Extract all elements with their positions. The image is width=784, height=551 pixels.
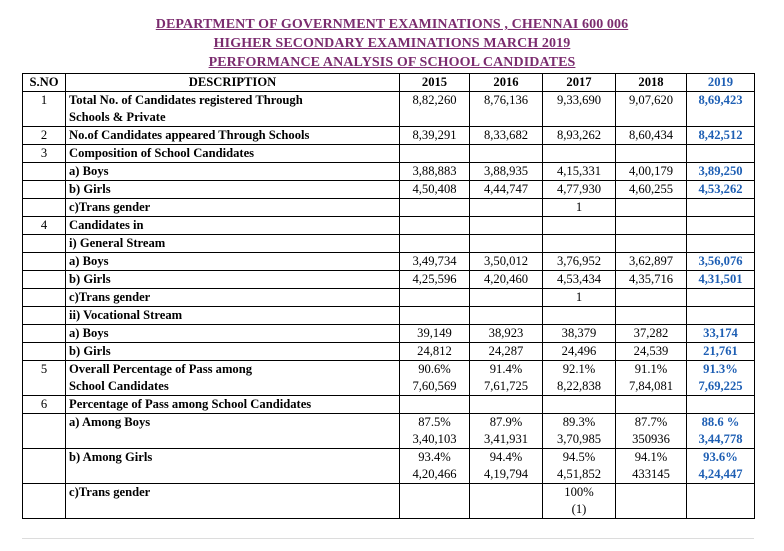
value-line: 90.6% <box>418 362 451 376</box>
description-line: c)Trans gender <box>69 485 151 499</box>
value-cell-2018 <box>616 484 687 519</box>
value-cell-2017: 1 <box>543 199 616 217</box>
value-cell-2016 <box>470 289 543 307</box>
value-cell-2018 <box>616 449 687 484</box>
value-cell-2019: 33,174 <box>687 325 755 343</box>
row-description <box>66 253 400 271</box>
row-sno: 1 <box>23 92 66 127</box>
value-line <box>473 484 539 501</box>
description-line: a) Boys <box>69 164 109 178</box>
value-cell-2015 <box>400 449 470 484</box>
value-cell-2019 <box>687 484 755 519</box>
column-header-2018: 2018 <box>616 74 687 92</box>
row-sno <box>23 325 66 343</box>
value-cell-2018 <box>616 217 687 235</box>
value-cell-2015 <box>400 484 470 519</box>
value-line <box>619 484 683 501</box>
value-cell-2015: 8,82,260 <box>400 92 470 127</box>
row-sno <box>23 181 66 199</box>
value-line <box>690 484 751 501</box>
column-header-2019: 2019 <box>687 74 755 92</box>
value-cell-2015: 3,88,883 <box>400 163 470 181</box>
header-analysis-title: PERFORMANCE ANALYSIS OF SCHOOL CANDIDATES <box>208 55 576 70</box>
table-row <box>23 343 755 361</box>
row-description <box>66 127 400 145</box>
table-row <box>23 271 755 289</box>
value-cell-2019: 4,31,501 <box>687 271 755 289</box>
value-cell-2019 <box>687 235 755 253</box>
value-cell-2015 <box>400 396 470 414</box>
value-cell-2018 <box>616 145 687 163</box>
value-cell-2018: 4,60,255 <box>616 181 687 199</box>
value-cell-2017 <box>543 235 616 253</box>
value-cell-2016: 24,287 <box>470 343 543 361</box>
value-cell-2019: 3,56,076 <box>687 253 755 271</box>
value-cell-2019 <box>687 449 755 484</box>
description-line: c)Trans gender <box>69 290 151 304</box>
value-cell-2015 <box>400 289 470 307</box>
row-sno <box>23 484 66 519</box>
value-line <box>690 501 751 518</box>
value-cell-2016 <box>470 361 543 396</box>
value-line: 7,60,569 <box>412 379 457 393</box>
value-cell-2015 <box>400 217 470 235</box>
row-description <box>66 217 400 235</box>
value-cell-2018: 8,60,434 <box>616 127 687 145</box>
row-sno <box>23 343 66 361</box>
value-cell-2017: 24,496 <box>543 343 616 361</box>
value-line: 3,40,103 <box>412 432 457 446</box>
row-description <box>66 396 400 414</box>
value-cell-2018 <box>616 396 687 414</box>
row-description <box>66 343 400 361</box>
value-cell-2018: 9,07,620 <box>616 92 687 127</box>
table-row <box>23 396 755 414</box>
value-line: 4,51,852 <box>556 467 602 481</box>
description-line: c)Trans gender <box>69 200 151 214</box>
value-cell-2016: 38,923 <box>470 325 543 343</box>
value-cell-2018: 4,35,716 <box>616 271 687 289</box>
value-cell-2019 <box>687 199 755 217</box>
value-cell-2016 <box>470 484 543 519</box>
row-description <box>66 145 400 163</box>
value-line: 94.1% <box>634 450 668 464</box>
value-cell-2016: 3,88,935 <box>470 163 543 181</box>
value-cell-2015 <box>400 414 470 449</box>
value-cell-2019: 8,69,423 <box>687 92 755 127</box>
value-line <box>403 501 466 518</box>
row-description <box>66 307 400 325</box>
description-line: No.of Candidates appeared Through Schools <box>69 128 310 142</box>
value-cell-2019 <box>687 307 755 325</box>
column-header-sno: S.NO <box>23 74 66 92</box>
value-cell-2017: 4,53,434 <box>543 271 616 289</box>
value-cell-2019: 8,42,512 <box>687 127 755 145</box>
column-header-2015: 2015 <box>400 74 470 92</box>
row-sno <box>23 307 66 325</box>
value-cell-2017: 9,33,690 <box>543 92 616 127</box>
value-cell-2019 <box>687 217 755 235</box>
value-line: 92.1% <box>562 362 596 376</box>
description-line: i) General Stream <box>69 236 166 250</box>
table-row <box>23 307 755 325</box>
value-line <box>473 501 539 518</box>
value-cell-2019 <box>687 145 755 163</box>
value-cell-2017 <box>543 484 616 519</box>
value-line <box>403 484 466 501</box>
description-line: b) Girls <box>69 344 111 358</box>
value-line: 4,24,447 <box>698 467 743 481</box>
table-row <box>23 181 755 199</box>
value-line: 87.9% <box>489 415 523 429</box>
column-header-2016: 2016 <box>470 74 543 92</box>
value-line: 89.3% <box>562 415 596 429</box>
value-cell-2015: 8,39,291 <box>400 127 470 145</box>
value-line: 8,22,838 <box>556 379 602 393</box>
value-cell-2016 <box>470 396 543 414</box>
row-description <box>66 361 400 396</box>
row-sno <box>23 199 66 217</box>
row-sno: 4 <box>23 217 66 235</box>
description-line: Candidates in <box>69 218 144 232</box>
value-cell-2017: 1 <box>543 289 616 307</box>
row-description <box>66 92 400 127</box>
value-cell-2019 <box>687 289 755 307</box>
value-cell-2016: 4,44,747 <box>470 181 543 199</box>
value-cell-2015 <box>400 145 470 163</box>
value-line: 350936 <box>632 432 670 446</box>
column-header-description: DESCRIPTION <box>66 74 400 92</box>
value-cell-2017: 4,77,930 <box>543 181 616 199</box>
value-cell-2016 <box>470 199 543 217</box>
value-cell-2016: 8,33,682 <box>470 127 543 145</box>
value-cell-2018 <box>616 235 687 253</box>
row-description <box>66 289 400 307</box>
description-line <box>69 431 396 448</box>
column-header-2017: 2017 <box>543 74 616 92</box>
row-sno <box>23 289 66 307</box>
table-body <box>23 92 755 519</box>
table-row <box>23 325 755 343</box>
value-cell-2015: 3,49,734 <box>400 253 470 271</box>
value-cell-2019 <box>687 414 755 449</box>
value-cell-2018 <box>616 199 687 217</box>
value-cell-2015: 4,50,408 <box>400 181 470 199</box>
value-cell-2016 <box>470 307 543 325</box>
value-cell-2019: 3,89,250 <box>687 163 755 181</box>
page-bottom-edge <box>22 538 754 551</box>
row-description <box>66 199 400 217</box>
row-description <box>66 271 400 289</box>
value-cell-2016 <box>470 145 543 163</box>
header-department: DEPARTMENT OF GOVERNMENT EXAMINATIONS , CHENNAI 600 006 <box>155 17 629 32</box>
description-line: ii) Vocational Stream <box>69 308 183 322</box>
description-line <box>69 466 396 483</box>
description-line: School Candidates <box>69 379 169 393</box>
value-line: 91.3% <box>703 362 738 376</box>
row-sno: 5 <box>23 361 66 396</box>
value-cell-2016: 8,76,136 <box>470 92 543 127</box>
description-line: Total No. of Candidates registered Through <box>69 93 303 107</box>
table-row <box>23 484 755 519</box>
row-sno <box>23 449 66 484</box>
value-cell-2017 <box>543 449 616 484</box>
row-description <box>66 181 400 199</box>
value-line: 91.4% <box>489 362 523 376</box>
row-description <box>66 414 400 449</box>
value-line: (1) <box>571 502 587 516</box>
value-cell-2015 <box>400 199 470 217</box>
value-cell-2016 <box>470 217 543 235</box>
value-cell-2017 <box>543 414 616 449</box>
row-sno: 6 <box>23 396 66 414</box>
value-line: 7,69,225 <box>698 379 743 393</box>
header-exam-title: HIGHER SECONDARY EXAMINATIONS MARCH 2019 <box>213 36 571 51</box>
description-line: a) Boys <box>69 254 109 268</box>
row-description <box>66 163 400 181</box>
description-line: Overall Percentage of Pass among <box>69 362 253 376</box>
row-sno <box>23 163 66 181</box>
value-cell-2018 <box>616 361 687 396</box>
row-sno <box>23 414 66 449</box>
row-description <box>66 235 400 253</box>
value-cell-2017 <box>543 145 616 163</box>
table-row <box>23 127 755 145</box>
table-row <box>23 92 755 127</box>
value-cell-2018 <box>616 414 687 449</box>
row-sno: 3 <box>23 145 66 163</box>
value-line: 4,19,794 <box>483 467 529 481</box>
performance-table <box>22 73 755 519</box>
value-cell-2015: 39,149 <box>400 325 470 343</box>
description-line: b) Girls <box>69 272 111 286</box>
description-line: a) Boys <box>69 326 109 340</box>
value-line: 100% <box>564 485 594 499</box>
value-cell-2017 <box>543 361 616 396</box>
value-line: 4,20,466 <box>412 467 457 481</box>
value-cell-2016 <box>470 449 543 484</box>
value-cell-2015 <box>400 307 470 325</box>
value-cell-2017: 3,76,952 <box>543 253 616 271</box>
value-cell-2015 <box>400 235 470 253</box>
description-line: Composition of School Candidates <box>69 146 255 160</box>
value-cell-2017 <box>543 217 616 235</box>
row-description <box>66 449 400 484</box>
value-cell-2017: 38,379 <box>543 325 616 343</box>
value-line: 93.6% <box>703 450 738 464</box>
row-sno <box>23 235 66 253</box>
value-line: 7,84,081 <box>628 379 674 393</box>
description-line: a) Among Boys <box>69 415 151 429</box>
value-line: 3,41,931 <box>483 432 529 446</box>
value-line: 91.1% <box>634 362 668 376</box>
value-line: 93.4% <box>418 450 451 464</box>
table-row <box>23 217 755 235</box>
table-row <box>23 414 755 449</box>
value-cell-2018: 4,00,179 <box>616 163 687 181</box>
table-row <box>23 361 755 396</box>
value-cell-2017: 8,93,262 <box>543 127 616 145</box>
value-cell-2019 <box>687 361 755 396</box>
row-description <box>66 325 400 343</box>
value-cell-2016 <box>470 414 543 449</box>
row-sno: 2 <box>23 127 66 145</box>
value-cell-2015: 4,25,596 <box>400 271 470 289</box>
description-line: Percentage of Pass among School Candidates <box>69 397 312 411</box>
table-row <box>23 449 755 484</box>
table-row <box>23 289 755 307</box>
row-description <box>66 484 400 519</box>
table-row <box>23 199 755 217</box>
value-cell-2015 <box>400 361 470 396</box>
value-cell-2018: 37,282 <box>616 325 687 343</box>
value-line: 3,70,985 <box>556 432 602 446</box>
value-cell-2015: 24,812 <box>400 343 470 361</box>
value-cell-2016 <box>470 235 543 253</box>
value-cell-2019 <box>687 396 755 414</box>
value-cell-2017 <box>543 307 616 325</box>
value-cell-2017: 4,15,331 <box>543 163 616 181</box>
value-cell-2016: 3,50,012 <box>470 253 543 271</box>
value-line: 3,44,778 <box>698 432 743 446</box>
table-row <box>23 163 755 181</box>
row-sno <box>23 253 66 271</box>
description-line: b) Girls <box>69 182 111 196</box>
table-row <box>23 145 755 163</box>
description-line <box>69 501 396 518</box>
value-cell-2019: 21,761 <box>687 343 755 361</box>
table-row <box>23 253 755 271</box>
table-row <box>23 235 755 253</box>
value-cell-2016: 4,20,460 <box>470 271 543 289</box>
value-line <box>619 501 683 518</box>
value-cell-2018: 3,62,897 <box>616 253 687 271</box>
value-cell-2018: 24,539 <box>616 343 687 361</box>
description-line: Schools & Private <box>69 110 166 124</box>
value-cell-2018 <box>616 307 687 325</box>
value-line: 433145 <box>632 467 670 481</box>
value-cell-2017 <box>543 396 616 414</box>
table-header-row <box>23 74 755 92</box>
value-line: 88.6 % <box>701 415 740 429</box>
value-cell-2018 <box>616 289 687 307</box>
value-line: 94.5% <box>562 450 596 464</box>
value-line: 94.4% <box>489 450 523 464</box>
value-cell-2019: 4,53,262 <box>687 181 755 199</box>
row-sno <box>23 271 66 289</box>
value-line: 7,61,725 <box>483 379 529 393</box>
description-line: b) Among Girls <box>69 450 153 464</box>
value-line: 87.5% <box>418 415 451 429</box>
value-line: 87.7% <box>634 415 668 429</box>
